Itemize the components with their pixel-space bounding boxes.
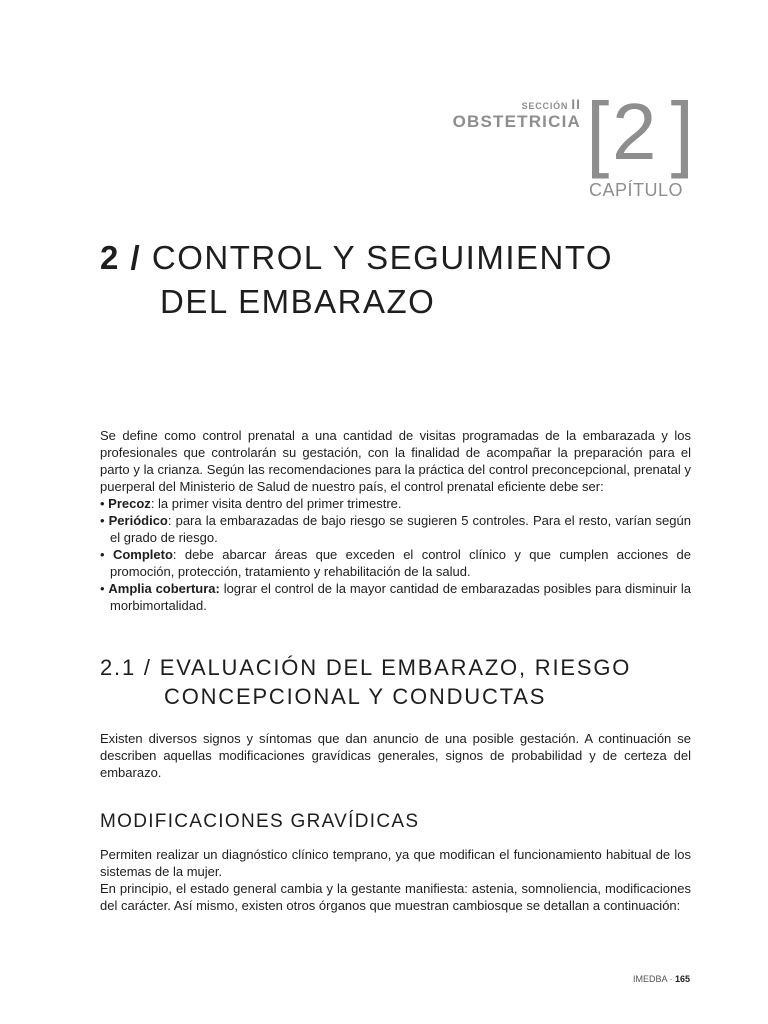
chapter-title [100, 236, 700, 324]
section-2-1-paragraph: Existen diversos signos y síntomas que dan anuncio de una posible gestación. A continuación se describen aquellas modificaciones gravídicas generales, signos de probabilidad y de certeza del embarazo. [100, 731, 691, 780]
chapter-title-text1: CONTROL Y SEGUIMIENTO [151, 239, 614, 276]
list-item: • Amplia cobertura: lograr el control de la mayor cantidad de embarazadas posibles para disminuir la morbimortalidad. [100, 581, 691, 613]
intro-paragraph: Se define como control prenatal a una cantidad de visitas programadas de la embarazada y los profesionales que controlarán su gestación, con la finalidad de acompañar la preparación para el parto y la crianza. Según las recomendaciones para la práctica del control preconcepcional, prenatal y puerperal del Ministerio de Salud de nuestro país, el control prenatal eficiente debe ser: [100, 428, 691, 494]
section-number: II [571, 96, 581, 112]
list-item-term: Amplia cobertura: [108, 581, 220, 596]
section-heading-2-1 [100, 653, 700, 711]
list-item-text: : debe abarcar áreas que exceden el control clínico y que cumplen acciones de promoción, protección, tratamiento y rehabilitación de la salud. [110, 547, 691, 579]
list-item-term: Precoz [108, 496, 151, 511]
chapter-title-line1 [100, 236, 700, 280]
list-item-text: lograr el control de la mayor cantidad de embarazadas posibles para disminuir la morbimortalidad. [110, 581, 691, 613]
chapter-label: CAPÍTULO [589, 180, 684, 200]
chapter-title-line2: DEL EMBARAZO [160, 283, 436, 320]
modificaciones-paragraph-1: Permiten realizar un diagnóstico clínico temprano, ya que modifican el funcionamiento habitual de los sistemas de la mujer. [100, 847, 691, 879]
criteria-list [100, 495, 691, 614]
list-item-text: : para la embarazadas de bajo riesgo se sugieren 5 controles. Para el resto, varían según el grado de riesgo. [110, 513, 691, 545]
left-bracket-glyph: [ [586, 85, 610, 179]
intro-section [100, 427, 691, 614]
page-footer [633, 974, 690, 984]
modificaciones-body [100, 846, 691, 914]
list-item: • Completo: debe abarcar áreas que exceden el control clínico y que cumplen acciones de promoción, protección, tratamiento y rehabilitación de la salud. [100, 547, 691, 579]
list-item-term: Periódico [108, 513, 168, 528]
section-label: SECCIÓN [521, 101, 569, 111]
section-heading-line2: CONCEPCIONAL Y CONDUCTAS [164, 684, 547, 709]
section-title: OBSTETRICIA [452, 112, 581, 131]
section-label-line [453, 96, 581, 112]
subsection-heading: MODIFICACIONES GRAVÍDICAS [100, 811, 420, 832]
section-heading-line1: 2.1 / EVALUACIÓN DEL EMBARAZO, RIESGO [100, 655, 632, 680]
list-item-text: : la primer visita dentro del primer trimestre. [150, 496, 402, 511]
chapter-badge [586, 84, 694, 180]
list-item-term: Completo [112, 547, 173, 562]
section-header [453, 96, 581, 132]
page-number: 165 [674, 974, 690, 984]
footer-publisher: IMEDBA · [632, 974, 675, 984]
list-item: • Precoz: la primer visita dentro del primer trimestre. [100, 496, 402, 511]
modificaciones-paragraph-2: En principio, el estado general cambia y la gestante manifiesta: astenia, somnoliencia, modificaciones del carácter. Así mismo, existen otros órganos que muestran cambiosque se detallan a continuación: [100, 881, 691, 913]
chapter-number: 2 [612, 87, 657, 176]
chapter-title-number: 2 / [100, 239, 142, 276]
right-bracket-glyph: ] [670, 85, 694, 179]
list-item: • Periódico: para la embarazadas de bajo riesgo se sugieren 5 controles. Para el resto, varían según el grado de riesgo. [100, 513, 691, 545]
